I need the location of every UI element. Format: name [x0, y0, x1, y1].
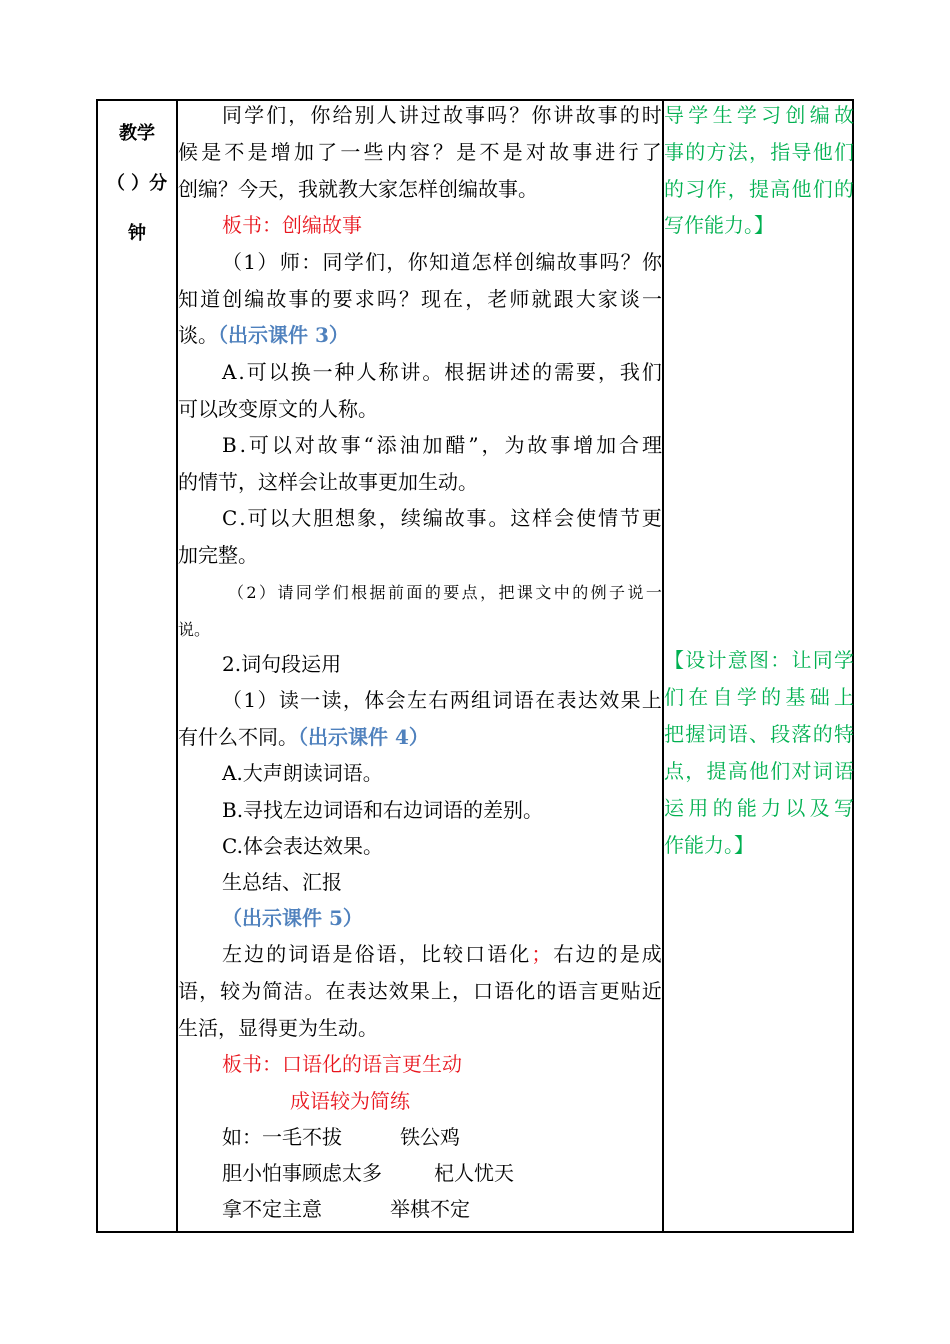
explain-line-3: 生活，显得更为生动。 — [178, 1016, 378, 1040]
column-divider-1 — [176, 101, 178, 1231]
design-note-1-line-2: 事 的 方 法 ， 指 导 他 们 — [664, 140, 854, 164]
example-right: 杞人忧天 — [434, 1161, 514, 1185]
minutes-label: （ ）分 — [106, 173, 168, 194]
question-2-line-1: （ 2 ） 请 同 学 们 根 据 前 面 的 要 点 ， 把 课 文 中 的 例 子 说 一 — [228, 583, 662, 602]
courseware-4-label: （出示课件 4） — [298, 725, 429, 749]
point-a-line-1: A . 可 以 换 一 种 人 称 讲 。 根 据 讲 述 的 需 要 ， 我 们 — [222, 360, 662, 384]
question-2-line-2: 说。 — [178, 620, 211, 639]
design-note-2-line-4: 点 ， 提 高 他 们 对 词 语 — [664, 759, 854, 783]
example-left: 拿不定主意 — [222, 1197, 322, 1221]
board-title-2-line-2: 成语较为简练 — [290, 1089, 410, 1113]
example-right: 举棋不定 — [390, 1197, 470, 1221]
teaching-label: 教学 — [119, 123, 155, 144]
design-note-1-line-3: 的 习 作 ， 提 高 他 们 的 — [664, 177, 854, 201]
courseware-5-label: （出示课件 5） — [222, 906, 363, 930]
step-c: C.体会表达效果。 — [222, 834, 383, 858]
explain-line-1: 左 边 的 词 语 是 俗 语 ， 比 较 口 语 化 ； 右 边 的 是 成 — [222, 942, 662, 966]
board-title-1: 板书：创编故事 — [222, 213, 362, 237]
intro-line-3: 创编？今天，我就教大家怎样创编故事。 — [178, 177, 538, 201]
intro-line-1: 同 学 们 ， 你 给 别 人 讲 过 故 事 吗 ？ 你 讲 故 事 的 时 — [222, 103, 662, 127]
read-line-1: （ 1 ） 读 一 读 ， 体 会 左 右 两 组 词 语 在 表 达 效 果 上 — [222, 688, 662, 712]
section-2-heading: 2.词句段运用 — [222, 652, 342, 676]
design-note-1-line-1: 导 学 生 学 习 创 编 故 — [664, 103, 854, 127]
question-1-line-1: （ 1 ） 师 ： 同 学 们 ， 你 知 道 怎 样 创 编 故 事 吗 ？ 你 — [222, 250, 662, 274]
example-left: 胆小怕事顾虑太多 — [222, 1161, 382, 1185]
point-b-line-1: B . 可 以 对 故 事 “ 添 油 加 醋 ” ， 为 故 事 增 加 合 理 — [222, 433, 662, 457]
read-line-2: 有什么不同。（出示课件 4） — [178, 725, 429, 749]
design-note-2-line-5: 运 用 的 能 力 以 及 写 — [664, 796, 854, 820]
step-a: A.大声朗读词语。 — [222, 761, 383, 785]
design-note-2-line-2: 们 在 自 学 的 基 础 上 — [664, 685, 854, 709]
board-title-2-line-1: 板书：口语化的语言更生动 — [222, 1052, 462, 1076]
design-note-2-line-6: 作能力。】 — [664, 833, 754, 857]
design-note-2-line-1: 【 设 计 意 图 ： 让 同 学 — [664, 648, 854, 672]
summary-line: 生总结、汇报 — [222, 870, 342, 894]
design-note-2-line-3: 把 握 词 语 、 段 落 的 特 — [664, 722, 854, 746]
design-note-1-line-4: 写作能力。】 — [664, 213, 774, 237]
step-b: B.寻找左边词语和右边词语的差别。 — [222, 798, 544, 822]
courseware-3-label: （出示课件 3） — [218, 323, 349, 347]
point-c-line-2: 加完整。 — [178, 543, 258, 567]
example-right: 铁公鸡 — [400, 1125, 460, 1149]
point-a-line-2: 可以改变原文的人称。 — [178, 397, 378, 421]
minutes-label-end: 钟 — [128, 223, 146, 244]
lesson-plan-table — [96, 99, 854, 1233]
point-c-line-1: C . 可 以 大 胆 想 象 ， 续 编 故 事 。 这 样 会 使 情 节 更 — [222, 506, 662, 530]
question-1-line-3: 谈。（出示课件 3） — [178, 323, 349, 347]
intro-line-2: 候 是 不 是 增 加 了 一 些 内 容 ？ 是 不 是 对 故 事 进 行 了 — [178, 140, 662, 164]
point-b-line-2: 的情节，这样会让故事更加生动。 — [178, 470, 478, 494]
question-1-line-2: 知 道 创 编 故 事 的 要 求 吗 ？ 现 在 ， 老 师 就 跟 大 家 谈 一 — [178, 287, 662, 311]
example-left: 如：一毛不拔 — [222, 1125, 342, 1149]
explain-line-2: 语 ， 较 为 简 洁 。 在 表 达 效 果 上 ， 口 语 化 的 语 言 更 贴 近 — [178, 979, 662, 1003]
